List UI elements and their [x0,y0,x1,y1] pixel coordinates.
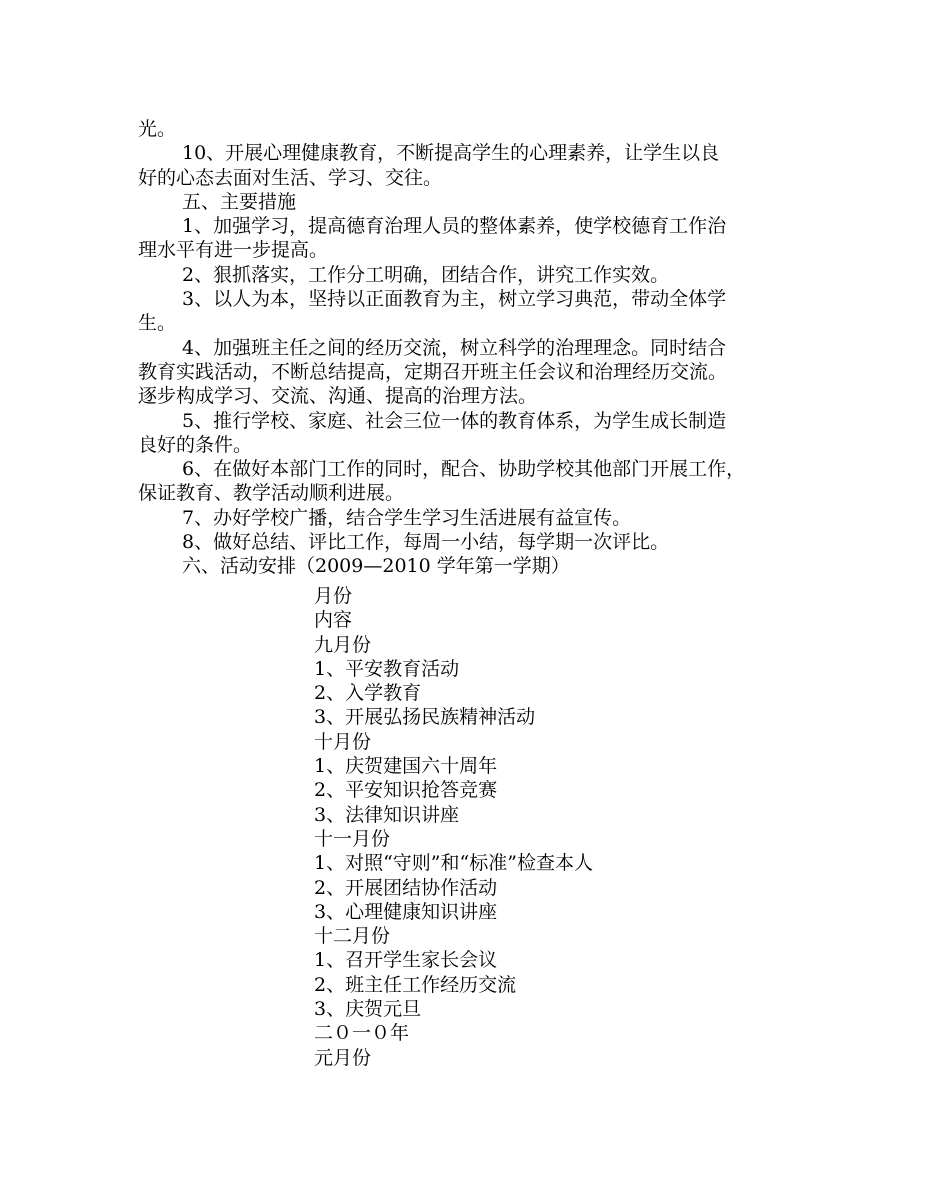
body-line: 好的心态去面对生活、学习、交往。 [138,166,443,189]
schedule-line: 1、庆贺建国六十周年 [314,755,498,778]
schedule-line: 3、庆贺元旦 [314,998,422,1021]
body-line: 8、做好总结、评比工作，每周一小结，每学期一次评比。 [182,531,670,554]
body-line: 5、推行学校、家庭、社会三位一体的教育体系，为学生成长制造 [182,409,727,432]
body-line: 光。 [138,118,177,140]
body-line: 1、加强学习，提高德育治理人员的整体素养，使学校德育工作治 [182,215,727,238]
schedule-line: 2、开展团结协作活动 [314,876,498,899]
body-line: 6、在做好本部门工作的同时，配合、协助学校其他部门开展工作， [182,458,746,481]
schedule-line: 九月份 [314,633,372,656]
schedule-line: 3、开展弘扬民族精神活动 [314,706,536,729]
schedule-line: 3、法律知识讲座 [314,803,460,826]
schedule-line: 1、对照“守则”和“标准”检查本人 [314,852,593,875]
schedule-line: 1、召开学生家长会议 [314,949,498,972]
schedule-line: 1、平安教育活动 [314,657,460,680]
body-line: 逐步构成学习、交流、沟通、提高的治理方法。 [138,385,538,408]
document-body [138,117,818,579]
body-line: 五、主要措施 [182,190,297,213]
body-line: 7、办好学校广播，结合学生学习生活进展有益宣传。 [182,506,632,529]
schedule-line: 2、班主任工作经历交流 [314,973,517,996]
body-line: 理水平有进一步提高。 [138,239,329,262]
schedule-line: 二０一０年 [314,1022,410,1045]
activity-schedule [314,584,593,1070]
schedule-line: 十二月份 [314,925,391,948]
body-line: 教育实践活动，不断总结提高，定期召开班主任会议和治理经历交流。 [138,360,728,383]
schedule-line: 2、入学教育 [314,682,422,705]
body-line: 4、加强班主任之间的经历交流，树立科学的治理理念。同时结合 [182,336,727,359]
schedule-line: 十月份 [314,730,372,753]
schedule-line: 元月份 [314,1046,372,1069]
schedule-line: 内容 [314,609,353,632]
body-line: 良好的条件。 [138,433,253,456]
schedule-line: 十一月份 [314,827,391,850]
body-line: 生。 [138,312,177,335]
body-line: 10、开展心理健康教育，不断提高学生的心理素养，让学生以良 [182,142,720,165]
body-line: 3、以人为本，坚持以正面教育为主，树立学习典范，带动全体学 [182,288,727,311]
schedule-line: 月份 [314,585,353,607]
body-line: 保证教育、教学活动顺利进展。 [138,482,405,505]
schedule-line: 2、平安知识抢答竞赛 [314,779,498,802]
schedule-line: 3、心理健康知识讲座 [314,900,498,923]
body-line: 2、狠抓落实，工作分工明确，团结合作，讲究工作实效。 [182,263,670,286]
body-line: 六、活动安排（2009—2010 学年第一学期） [182,555,570,578]
